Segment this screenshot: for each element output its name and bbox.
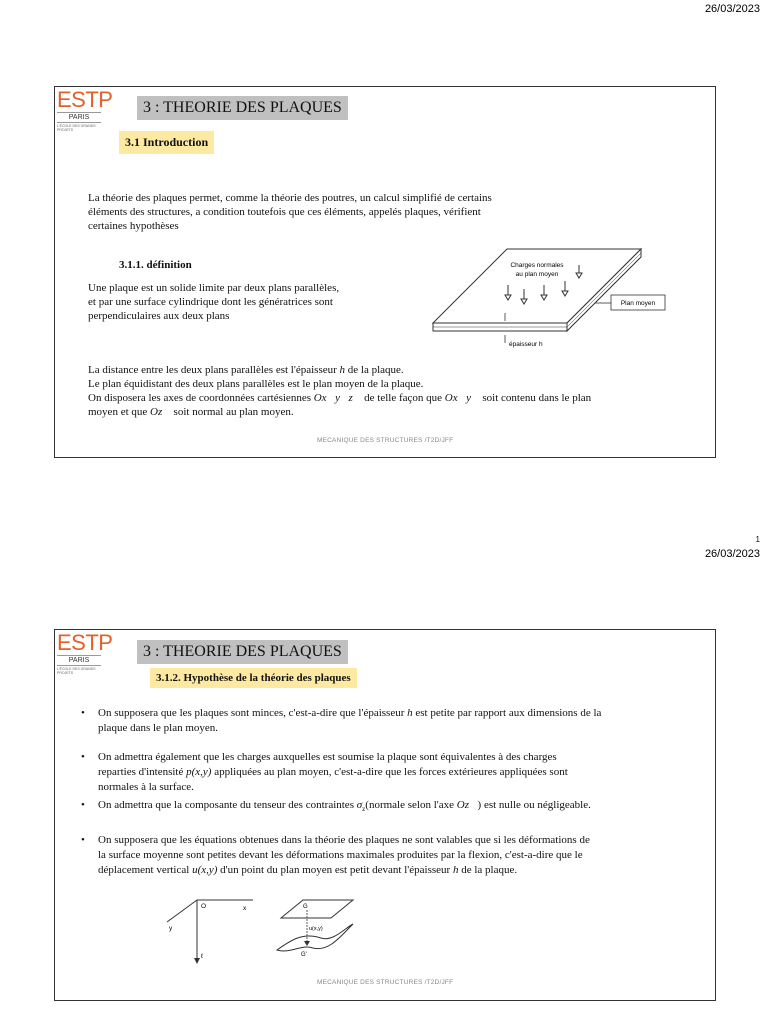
definition-paragraph: Une plaque est un solide limite par deux plans parallèles, et par une surface cylindrique dont les génératrices sont perpendiculaires aux deux plans <box>88 282 340 322</box>
axis-origin-label: O <box>201 903 207 910</box>
list-item: • On supposera que les équations obtenues dans la théorie des plaques ne sont valables que si les déformations de la surface moyenne sont petites devant les déformations maximales produites par la flexion, c'est-a-dire que le déplacement vertical u(x,y) d'un point du plan moyen est petit devant l'épaisseur h de la plaque. <box>81 834 590 877</box>
thickness-label: épaisseur h <box>509 341 543 348</box>
axis-z-label: ℓ <box>201 953 204 960</box>
charges-label: Charges normales <box>510 262 564 269</box>
definition-heading: 3.1.1. définition <box>119 259 192 271</box>
logo-city: PARIS <box>57 655 101 666</box>
axis-x-label: x <box>243 905 247 912</box>
intro-paragraph: La théorie des plaques permet, comme la théorie des poutres, un calcul simplifié de certains éléments des structures, a condition toutefois que ces éléments, appelés plaques, vérifient certaines hypothèses <box>88 192 492 232</box>
plan-moyen-label: Plan moyen <box>620 300 656 307</box>
logo-brand: ESTP <box>57 630 113 655</box>
logo-city: PARIS <box>57 112 101 123</box>
list-item: • On admettra également que les charges auxquelles est soumise la plaque sont équivalentes à des charges reparties d'intensité p(x,y) appliquées au plan moyen, c'est-a-dire que les forces extérieures appliquées sont normales à la surface. <box>81 751 568 793</box>
deflection-diagram <box>271 898 363 970</box>
deflection-u-label: u(x,y) <box>309 926 323 932</box>
page-number: 1 <box>755 535 760 544</box>
slide-title: 3 : THEORIE DES PLAQUES <box>137 640 348 664</box>
list-item: • On supposera que les plaques sont minces, c'est-a-dire que l'épaisseur h est petite par rapport aux dimensions de la plaque dans le plan moyen. <box>81 707 602 734</box>
axis-y-label: y <box>169 925 173 932</box>
slide-footer: MECANIQUE DES STRUCTURES /T2D/JFF <box>317 979 454 986</box>
slide-1 <box>54 86 716 458</box>
point-g-prime-label: G' <box>301 952 307 958</box>
list-item: • On admettra que la composante du tenseur des contraintes $\sigma_z(normale$ selon l'axe Oz⃗) est nulle ou négligeable. <box>81 799 591 814</box>
section-heading: 3.1.2. Hypothèse de la théorie des plaques <box>150 668 357 688</box>
logo-tagline: L'ÉCOLE DES GRANDS PROJETS <box>57 667 96 675</box>
axes-diagram <box>159 896 259 966</box>
plate-figure <box>427 245 677 353</box>
slide-2-date: 26/03/2023 <box>704 548 760 560</box>
axes-paragraph: La distance entre les deux plans parallèles est l'épaisseur h de la plaque. Le plan équidistant des deux plans parallèles est le plan moyen de la plaque. On disposera les axes de coordonnées cartésiennes Ox⃗y⃗z⃗ de telle façon que Ox⃗y⃗ soit contenu dans le plan moyen et que Oz⃗ soit normal au plan moyen. <box>88 364 592 418</box>
hypothesis-list <box>79 706 679 878</box>
slide-footer: MECANIQUE DES STRUCTURES /T2D/JFF <box>317 437 454 444</box>
slide-1-date: 26/03/2023 <box>704 3 760 15</box>
charges-label-2: au plan moyen <box>515 271 559 278</box>
slide-2 <box>54 629 716 1001</box>
estp-logo <box>57 632 113 675</box>
logo-tagline: L'ÉCOLE DES GRANDS PROJETS <box>57 124 96 132</box>
point-g-label: G <box>303 904 308 910</box>
logo-brand: ESTP <box>57 87 113 112</box>
section-heading: 3.1 Introduction <box>119 131 214 154</box>
estp-logo <box>57 89 113 132</box>
slide-title: 3 : THEORIE DES PLAQUES <box>137 96 348 120</box>
